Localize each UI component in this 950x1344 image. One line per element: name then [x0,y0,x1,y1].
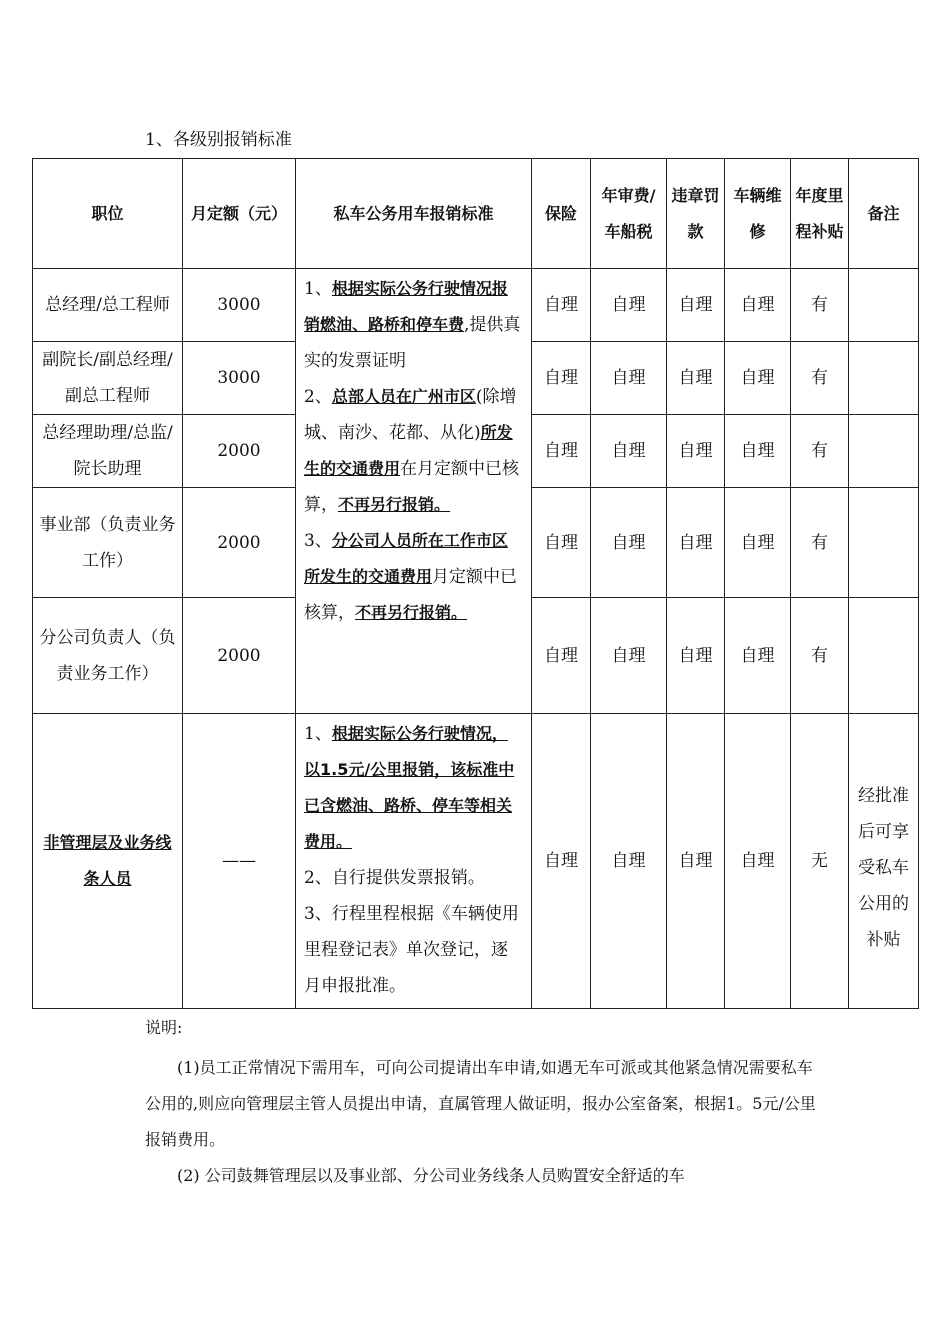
cell-annual-fee: 自理 [591,342,667,415]
cell-mileage: 有 [791,598,849,714]
cell-repair: 自理 [725,415,791,488]
cell-insurance: 自理 [532,269,591,342]
standard-text: 1、 [304,724,332,744]
cell-mileage: 无 [791,714,849,1009]
standard-bold-text: 分公司人员所在工作市区所发生的交通费用 [304,531,508,586]
cell-remark: 经批准后可享受私车公用的补贴 [849,714,919,1009]
cell-monthly: 3000 [183,269,296,342]
cell-monthly: —— [183,714,296,1009]
standard-bold-text: 所发生的交通费用 [304,423,513,478]
standard-text: 月定额中已核算， [304,567,518,623]
standard-bold-text: 不再另行报销。 [355,603,468,622]
cell-remark [849,488,919,598]
cell-mileage: 有 [791,269,849,342]
header-position: 职位 [33,159,183,269]
cell-fine: 自理 [667,415,725,488]
cell-remark [849,342,919,415]
cell-repair: 自理 [725,714,791,1009]
standard-text: 3、 [304,531,332,551]
header-monthly: 月定额（元） [183,159,296,269]
standard-bold-text: 根据实际公务行驶情况报销燃油、路桥和停车费 [304,279,508,334]
standard-text: 2、 [304,387,332,407]
cell-monthly: 2000 [183,488,296,598]
cell-monthly: 2000 [183,415,296,488]
standard-text: 2、自行提供发票报销。 [304,868,485,888]
cell-mileage: 有 [791,342,849,415]
cell-repair: 自理 [725,598,791,714]
header-fine: 违章罚款 [667,159,725,269]
cell-remark [849,269,919,342]
cell-repair: 自理 [725,488,791,598]
standard-text: 在月定额中已核算， [304,459,520,515]
reimbursement-standard-table [32,158,919,1009]
cell-position: 事业部（负责业务工作） [33,488,183,598]
cell-fine: 自理 [667,598,725,714]
cell-position: 总经理/总工程师 [33,269,183,342]
header-annual-fee: 年审费/车船税 [591,159,667,269]
standard-bold-text: 总部人员在广州市区 [331,387,476,406]
cell-insurance: 自理 [532,488,591,598]
header-insurance: 保险 [532,159,591,269]
standard-text: 3、行程里程根据《车辆使用里程登记表》单次登记，逐月申报批准。 [304,904,519,996]
cell-insurance: 自理 [532,342,591,415]
table-header-row [33,159,919,269]
notes-section [145,1010,825,1194]
header-mileage: 年度里程补贴 [791,159,849,269]
cell-insurance: 自理 [532,714,591,1009]
cell-annual-fee: 自理 [591,488,667,598]
notes-heading: 说明: [145,1018,183,1037]
standard-bold-text: 不再另行报销。 [338,495,451,514]
cell-insurance: 自理 [532,598,591,714]
cell-annual-fee: 自理 [591,269,667,342]
cell-annual-fee: 自理 [591,598,667,714]
cell-insurance: 自理 [532,415,591,488]
section-title: 1、各级别报销标准 [145,130,292,150]
standard-text: 1、 [304,279,332,299]
header-standard: 私车公务用车报销标准 [296,159,532,269]
standard-bold-text: 根据实际公务行驶情况，以1.5元/公里报销，该标准中已含燃油、路桥、停车等相关费用。 [304,724,515,851]
cell-repair: 自理 [725,342,791,415]
cell-fine: 自理 [667,714,725,1009]
cell-position [33,714,183,1009]
cell-annual-fee: 自理 [591,415,667,488]
cell-mileage: 有 [791,488,849,598]
staff-position-label: 非管理层及业务线条人员 [43,833,172,888]
cell-repair: 自理 [725,269,791,342]
cell-position: 分公司负责人（负责业务工作） [33,598,183,714]
cell-remark [849,598,919,714]
standard-text: (除增城、南沙、花都、从化) [304,387,517,443]
cell-fine: 自理 [667,342,725,415]
cell-remark [849,415,919,488]
cell-standard-management [296,269,532,714]
cell-fine: 自理 [667,269,725,342]
table-row [33,714,919,1009]
cell-annual-fee: 自理 [591,714,667,1009]
header-remark: 备注 [849,159,919,269]
note-item: (1)员工正常情况下需用车，可向公司提请出车申请,如遇无车可派或其他紧急情况需要私车公用的,则应向管理层主管人员提出申请，直属管理人做证明，报办公室备案，根据1。5元/公里报销费用。 [145,1058,816,1149]
standard-text: ,提供真实的发票证明 [304,315,521,371]
note-item: (2) 公司鼓舞管理层以及事业部、分公司业务线条人员购置安全舒适的车 [177,1166,685,1185]
cell-monthly: 2000 [183,598,296,714]
cell-mileage: 有 [791,415,849,488]
cell-standard-staff [296,714,532,1009]
header-repair: 车辆维修 [725,159,791,269]
cell-monthly: 3000 [183,342,296,415]
cell-fine: 自理 [667,488,725,598]
cell-position: 总经理助理/总监/院长助理 [33,415,183,488]
cell-position: 副院长/副总经理/副总工程师 [33,342,183,415]
table-row [33,269,919,342]
